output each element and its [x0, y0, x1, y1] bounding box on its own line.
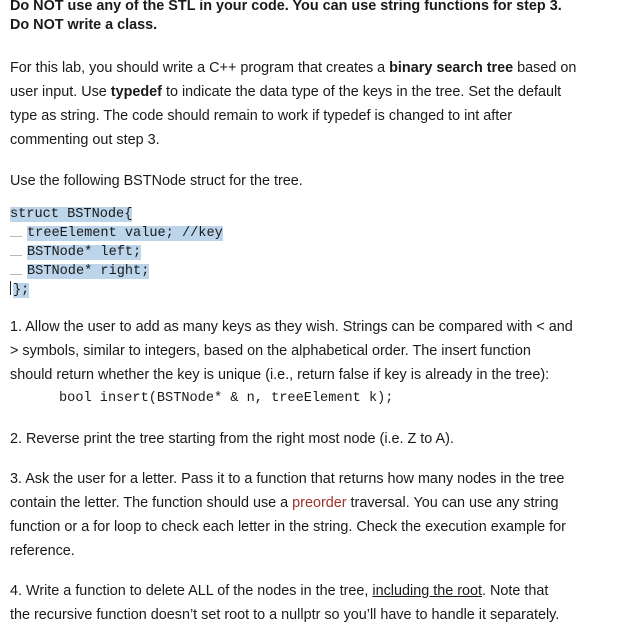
step3-text: traversal. You can use any string [346, 495, 559, 511]
code-text: }; [13, 283, 30, 298]
step4-line-2: the recursive function doesn’t set root to a nullptr so you’ll have to handle it separately. [10, 607, 560, 623]
code-line-3 [10, 243, 141, 262]
including-root-term: including the root [372, 583, 483, 599]
preorder-term: preorder [292, 495, 347, 511]
code-text: struct BSTNode{ [10, 207, 133, 222]
intro-line-1 [10, 59, 576, 77]
insert-signature: bool insert(BSTNode* & n, treeElement k); [59, 391, 394, 406]
stl-warning: Do NOT use any of the STL in your code. You can use string functions for step 3. [10, 0, 562, 14]
intro-text: user input. Use [10, 84, 111, 100]
step3-line-2 [10, 494, 559, 512]
step1-line-1: 1. Allow the user to add as many keys as they wish. Strings can be compared with < and [10, 319, 573, 335]
code-line-5 [10, 281, 29, 300]
text-cursor [10, 281, 11, 295]
bst-term: binary search tree [389, 60, 514, 76]
intro-line-3: type as string. The code should remain to work if typedef is changed to int after [10, 108, 513, 124]
intro-line-2 [10, 83, 561, 101]
step3-line-4: reference. [10, 543, 75, 559]
step4-line-1 [10, 582, 548, 600]
intro-text: to indicate the data type of the keys in the tree. Set the default [161, 84, 562, 100]
step3-text: contain the letter. The function should use a [10, 495, 293, 511]
intro-text: based on [513, 60, 577, 76]
step3-line-1: 3. Ask the user for a letter. Pass it to a function that returns how many nodes in the tree [10, 471, 565, 487]
step4-text: . Note that [482, 583, 549, 599]
code-line-1 [10, 206, 132, 224]
code-line-2 [10, 224, 223, 243]
indent-marker [10, 243, 22, 256]
step1-line-2: > symbols, similar to integers, based on the alphabetical order. The insert function [10, 343, 531, 359]
step3-line-3: function or a for loop to check each letter in the string. Check the execution example for [10, 519, 566, 535]
step1-line-3: should return whether the key is unique (i.e., return false if key is already in the tree): [10, 367, 550, 383]
step2-line-1: 2. Reverse print the tree starting from the right most node (i.e. Z to A). [10, 431, 454, 447]
indent-marker [10, 262, 22, 275]
intro-line-4: commenting out step 3. [10, 132, 160, 148]
struct-intro: Use the following BSTNode struct for the tree. [10, 173, 303, 189]
step4-text: 4. Write a function to delete ALL of the nodes in the tree, [10, 583, 373, 599]
no-class-warning: Do NOT write a class. [10, 17, 158, 33]
code-line-4 [10, 262, 149, 281]
intro-text: For this lab, you should write a C++ program that creates a [10, 60, 390, 76]
indent-marker [10, 224, 22, 237]
code-text: treeElement value; //key [27, 226, 223, 241]
code-text: BSTNode* right; [27, 264, 150, 279]
typedef-term: typedef [110, 84, 162, 100]
code-text: BSTNode* left; [27, 245, 142, 260]
